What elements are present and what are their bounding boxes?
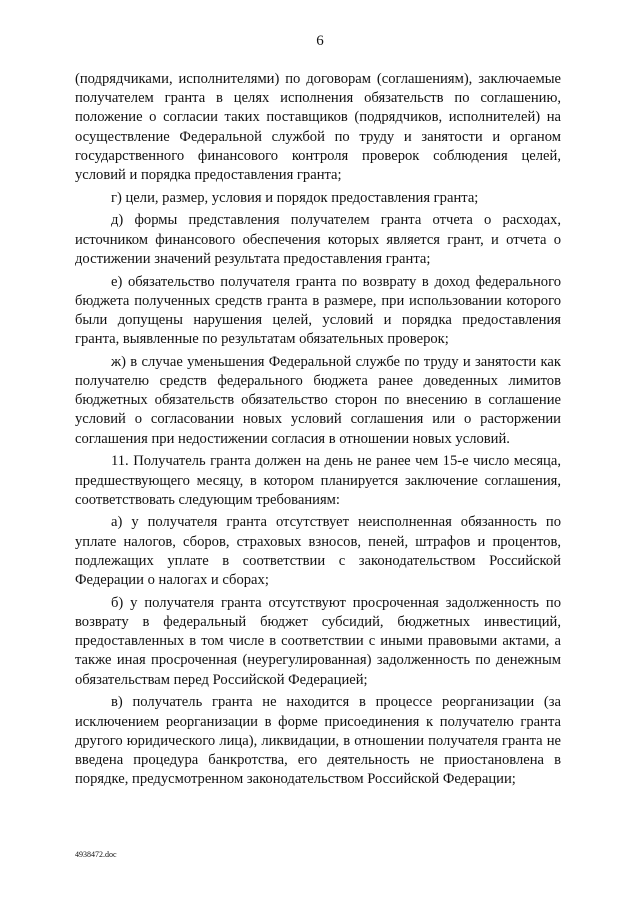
paragraph-item-d: д) формы представления получателем гранта отчета о расходах, источником финансового обеспечения которых является грант, и отчета о достижении значений результата предоставления гранта; [75, 212, 561, 267]
paragraph-continuation: (подрядчиками, исполнителями) по договорам (соглашениям), заключаемые получателем гранта в целях исполнения обязательств по соглашению, положение о согласии таких поставщиков (подрядчиков, исполнителей) на осуществление Федеральной службой по труду и занятости и органом государственного финансового контроля проверок соблюдения целей, условий и порядка предоставления гранта; [75, 71, 561, 184]
paragraph-item-b: б) у получателя гранта отсутствуют просроченная задолженность по возврату в федеральный бюджет субсидий, бюджетных инвестиций, предоставленных в том числе в соответствии с иными правовыми актами, а также иная просроченная (неурегулированная) задолженность по денежным обязательствам перед Российской Федерацией; [75, 594, 561, 688]
paragraph-item-a: а) у получателя гранта отсутствует неисполненная обязанность по уплате налогов, сборов, страховых взносов, пеней, штрафов и процентов, подлежащих уплате в соответствии с законодательством Российской Федерации о налогах и сборах; [75, 514, 561, 589]
document-body [75, 70, 561, 793]
paragraph-clause-11: 11. Получатель гранта должен на день не ранее чем 15-е число месяца, предшествующего месяцу, в котором планируется заключение соглашения, соответствовать следующим требованиям: [75, 453, 561, 508]
document-file-code: 4938472.doc [75, 850, 117, 859]
paragraph-item-e: е) обязательство получателя гранта по возврату в доход федерального бюджета полученных средств гранта в размере, при использовании которого были допущены нарушения целей, условий и порядка предоставления гранта, выявленные по результатам обязательных проверок; [75, 273, 561, 348]
paragraph-item-v: в) получатель гранта не находится в процессе реорганизации (за исключением реорганизации в форме присоединения к получателю гранта другого юридического лица), ликвидации, в отношении получателя гранта не введена процедура банкротства, его деятельность не приостановлена в порядке, предусмотренном законодательством Российской Федерации; [75, 694, 561, 788]
page-number: 6 [316, 33, 324, 49]
paragraph-item-zh: ж) в случае уменьшения Федеральной службе по труду и занятости как получателю средств федерального бюджета ранее доведенных лимитов бюджетных обязательств обязательство сторон по внесению в соглашение условий о согласовании новых условий соглашения или о расторжении соглашения при недостижении согласия в отношении новых условий. [75, 353, 561, 447]
paragraph-item-g: г) цели, размер, условия и порядок предоставления гранта; [111, 189, 479, 206]
